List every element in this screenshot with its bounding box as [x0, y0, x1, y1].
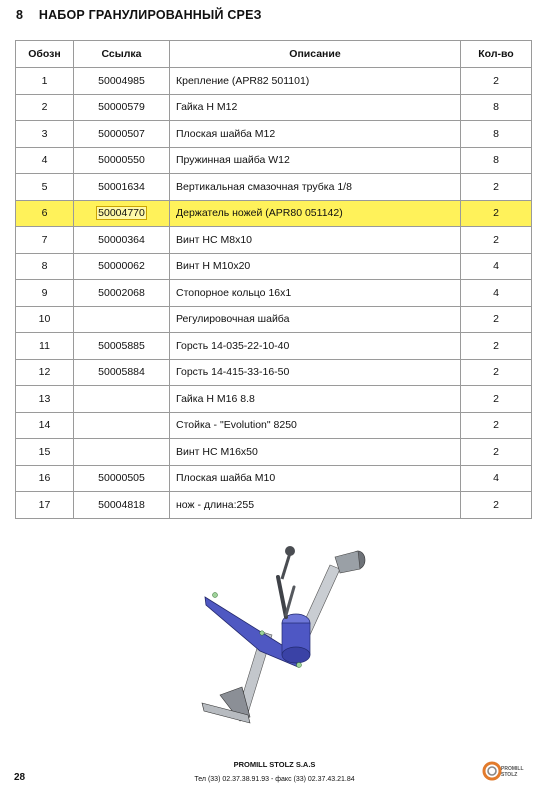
cell-reference-text: 50005885	[98, 339, 145, 352]
table-header-row	[16, 41, 532, 68]
cell-position-text: 15	[38, 445, 51, 458]
cell-quantity	[461, 492, 532, 519]
cell-quantity-text: 2	[493, 498, 499, 511]
table-row	[16, 439, 532, 466]
cell-reference-text: 50001634	[98, 180, 145, 193]
table-row	[16, 333, 532, 360]
cell-description-text: нож - длина:255	[176, 498, 255, 511]
cell-description	[170, 68, 461, 95]
granulated-cut-assembly-illustration	[190, 535, 390, 745]
header-description: Описание	[170, 41, 461, 68]
cell-description	[170, 280, 461, 307]
cell-quantity	[461, 412, 532, 439]
cell-position-text: 17	[38, 498, 51, 511]
cell-description	[170, 227, 461, 254]
cell-quantity-text: 8	[493, 127, 499, 140]
cell-reference-text: 50004985	[98, 74, 145, 87]
section-title: НАБОР ГРАНУЛИРОВАННЫЙ СРЕЗ	[38, 8, 262, 22]
table-row	[16, 227, 532, 254]
header-reference: Ссылка	[74, 41, 170, 68]
section-number: 8	[16, 8, 24, 22]
cell-quantity	[461, 386, 532, 413]
cell-position-text: 11	[39, 339, 50, 352]
cell-quantity	[461, 68, 532, 95]
table-row	[16, 412, 532, 439]
cell-description-text: Плоская шайба M10	[176, 472, 276, 485]
cell-quantity-text: 2	[493, 419, 499, 432]
cell-reference	[74, 492, 170, 519]
cell-description	[170, 386, 461, 413]
table-row	[16, 359, 532, 386]
cell-reference	[74, 200, 170, 227]
cell-reference-text: 50005884	[98, 366, 145, 379]
cell-quantity	[461, 174, 532, 201]
cell-reference	[74, 121, 170, 148]
cell-quantity	[461, 253, 532, 280]
page-number: 28	[14, 772, 26, 783]
cell-description-text: Гайка H M16 8.8	[176, 392, 255, 405]
cell-reference-text: 50002068	[98, 286, 145, 299]
cell-quantity-text: 2	[493, 392, 499, 405]
cell-reference	[74, 174, 170, 201]
promill-stolz-logo	[481, 760, 533, 784]
cell-description	[170, 412, 461, 439]
cell-position	[16, 386, 74, 413]
table-row	[16, 386, 532, 413]
cell-reference-text: 50000507	[98, 127, 145, 140]
parts-table	[15, 40, 532, 519]
cell-description-text: Стопорное кольцо 16x1	[176, 286, 292, 299]
cell-position	[16, 280, 74, 307]
cell-reference	[74, 68, 170, 95]
cell-quantity-text: 4	[493, 286, 499, 299]
header-quantity: Кол-во	[461, 41, 532, 68]
cell-description	[170, 121, 461, 148]
table-row	[16, 253, 532, 280]
cell-quantity-text: 2	[493, 445, 499, 458]
cell-reference-text: 50000550	[98, 154, 145, 167]
cell-reference	[74, 147, 170, 174]
cell-description-text: Держатель ножей (APR80 051142)	[176, 207, 343, 220]
cell-description	[170, 147, 461, 174]
cell-position	[16, 306, 74, 333]
cell-position	[16, 465, 74, 492]
footer-company-name: PROMILL STOLZ S.A.S	[233, 760, 316, 769]
section-heading	[16, 8, 262, 22]
cell-quantity-text: 4	[493, 472, 499, 485]
cell-reference	[74, 386, 170, 413]
cell-quantity-text: 2	[493, 207, 499, 220]
cell-description	[170, 465, 461, 492]
cell-quantity	[461, 439, 532, 466]
cell-reference	[74, 465, 170, 492]
header-position: Обозн	[16, 41, 74, 68]
cell-description	[170, 174, 461, 201]
table-row	[16, 492, 532, 519]
table-row	[16, 174, 532, 201]
cell-reference	[74, 412, 170, 439]
cell-quantity	[461, 333, 532, 360]
cell-reference	[74, 439, 170, 466]
cell-description	[170, 359, 461, 386]
cell-description	[170, 253, 461, 280]
footer-contacts: Тел (33) 02.37.38.91.93 - факс (33) 02.37.43.21.84	[194, 776, 355, 783]
cell-position	[16, 253, 74, 280]
cell-position-text: 4	[41, 154, 48, 167]
cell-reference-text: 50000505	[98, 472, 145, 485]
cell-reference-text: 50004818	[98, 498, 145, 511]
cell-description-text: Крепление (APR82 501101)	[176, 74, 310, 87]
cell-quantity	[461, 359, 532, 386]
cell-position	[16, 200, 74, 227]
cell-quantity-text: 2	[493, 313, 499, 326]
cell-quantity-text: 8	[493, 101, 499, 114]
cell-position	[16, 147, 74, 174]
cell-description	[170, 439, 461, 466]
cell-description-text: Винт H M10x20	[176, 260, 251, 273]
cell-description-text: Пружинная шайба W12	[176, 154, 290, 167]
cell-quantity	[461, 280, 532, 307]
cell-quantity	[461, 306, 532, 333]
cell-quantity-text: 8	[493, 154, 499, 167]
cell-position	[16, 227, 74, 254]
cell-quantity-text: 4	[493, 260, 499, 273]
cell-description-text: Плоская шайба M12	[176, 127, 276, 140]
cell-reference	[74, 94, 170, 121]
cell-position-text: 5	[41, 180, 48, 193]
cell-reference	[74, 359, 170, 386]
cell-reference-text: 50000364	[98, 233, 145, 246]
cell-position-text: 1	[41, 74, 48, 87]
cell-position-text: 6	[41, 207, 48, 220]
table-row	[16, 121, 532, 148]
cell-description-text: Регулировочная шайба	[176, 313, 290, 326]
cell-reference-text: 50000579	[98, 101, 145, 114]
cell-position	[16, 439, 74, 466]
cell-quantity	[461, 465, 532, 492]
cell-position-text: 14	[38, 419, 51, 432]
table-row	[16, 94, 532, 121]
cell-description-text: Винт HC M8x10	[176, 233, 252, 246]
cell-reference	[74, 333, 170, 360]
cell-quantity	[461, 121, 532, 148]
cell-reference-text: 50000062	[98, 260, 145, 273]
cell-position-text: 7	[41, 233, 48, 246]
cell-quantity	[461, 147, 532, 174]
cell-position-text: 12	[38, 366, 51, 379]
cell-description	[170, 333, 461, 360]
cell-reference	[74, 227, 170, 254]
logo-ring-icon	[481, 760, 503, 782]
cell-description	[170, 200, 461, 227]
cell-quantity-text: 2	[493, 74, 499, 87]
table-row	[16, 465, 532, 492]
logo-text-promill: PROMILL	[501, 766, 524, 772]
cell-reference-text: 50004770	[98, 207, 145, 220]
cell-position	[16, 359, 74, 386]
cell-position	[16, 492, 74, 519]
cell-position	[16, 412, 74, 439]
table-row	[16, 147, 532, 174]
cell-reference	[74, 306, 170, 333]
table-row	[16, 200, 532, 227]
table-row	[16, 68, 532, 95]
cell-position-text: 9	[41, 286, 48, 299]
cell-position-text: 10	[38, 313, 51, 326]
cell-description-text: Гайка H M12	[176, 101, 238, 114]
cell-reference	[74, 280, 170, 307]
cell-description-text: Вертикальная смазочная трубка 1/8	[176, 180, 352, 193]
cell-description	[170, 94, 461, 121]
cell-position-text: 3	[41, 127, 48, 140]
table-row	[16, 306, 532, 333]
cell-position	[16, 121, 74, 148]
cell-description-text: Горсть 14-035-22-10-40	[176, 339, 290, 352]
cell-description-text: Винт HC M16x50	[176, 445, 258, 458]
cell-quantity-text: 2	[493, 233, 499, 246]
cell-position	[16, 94, 74, 121]
cell-position	[16, 333, 74, 360]
cell-quantity	[461, 94, 532, 121]
cell-position-text: 2	[41, 101, 48, 114]
cell-position-text: 16	[38, 472, 51, 485]
cell-quantity-text: 2	[493, 366, 499, 379]
cell-position-text: 8	[41, 260, 48, 273]
cell-description-text: Горсть 14-415-33-16-50	[176, 366, 290, 379]
cell-description	[170, 306, 461, 333]
parts-table-body	[16, 68, 532, 519]
cell-reference	[74, 253, 170, 280]
cell-position-text: 13	[38, 392, 51, 405]
logo-text-stolz: STOLZ	[501, 772, 518, 778]
cell-quantity	[461, 200, 532, 227]
cell-description	[170, 492, 461, 519]
cell-quantity	[461, 227, 532, 254]
cell-quantity-text: 2	[493, 339, 499, 352]
cell-quantity-text: 2	[493, 180, 499, 193]
cell-position	[16, 68, 74, 95]
cell-position	[16, 174, 74, 201]
cell-description-text: Стойка - "Evolution" 8250	[176, 419, 297, 432]
table-row	[16, 280, 532, 307]
